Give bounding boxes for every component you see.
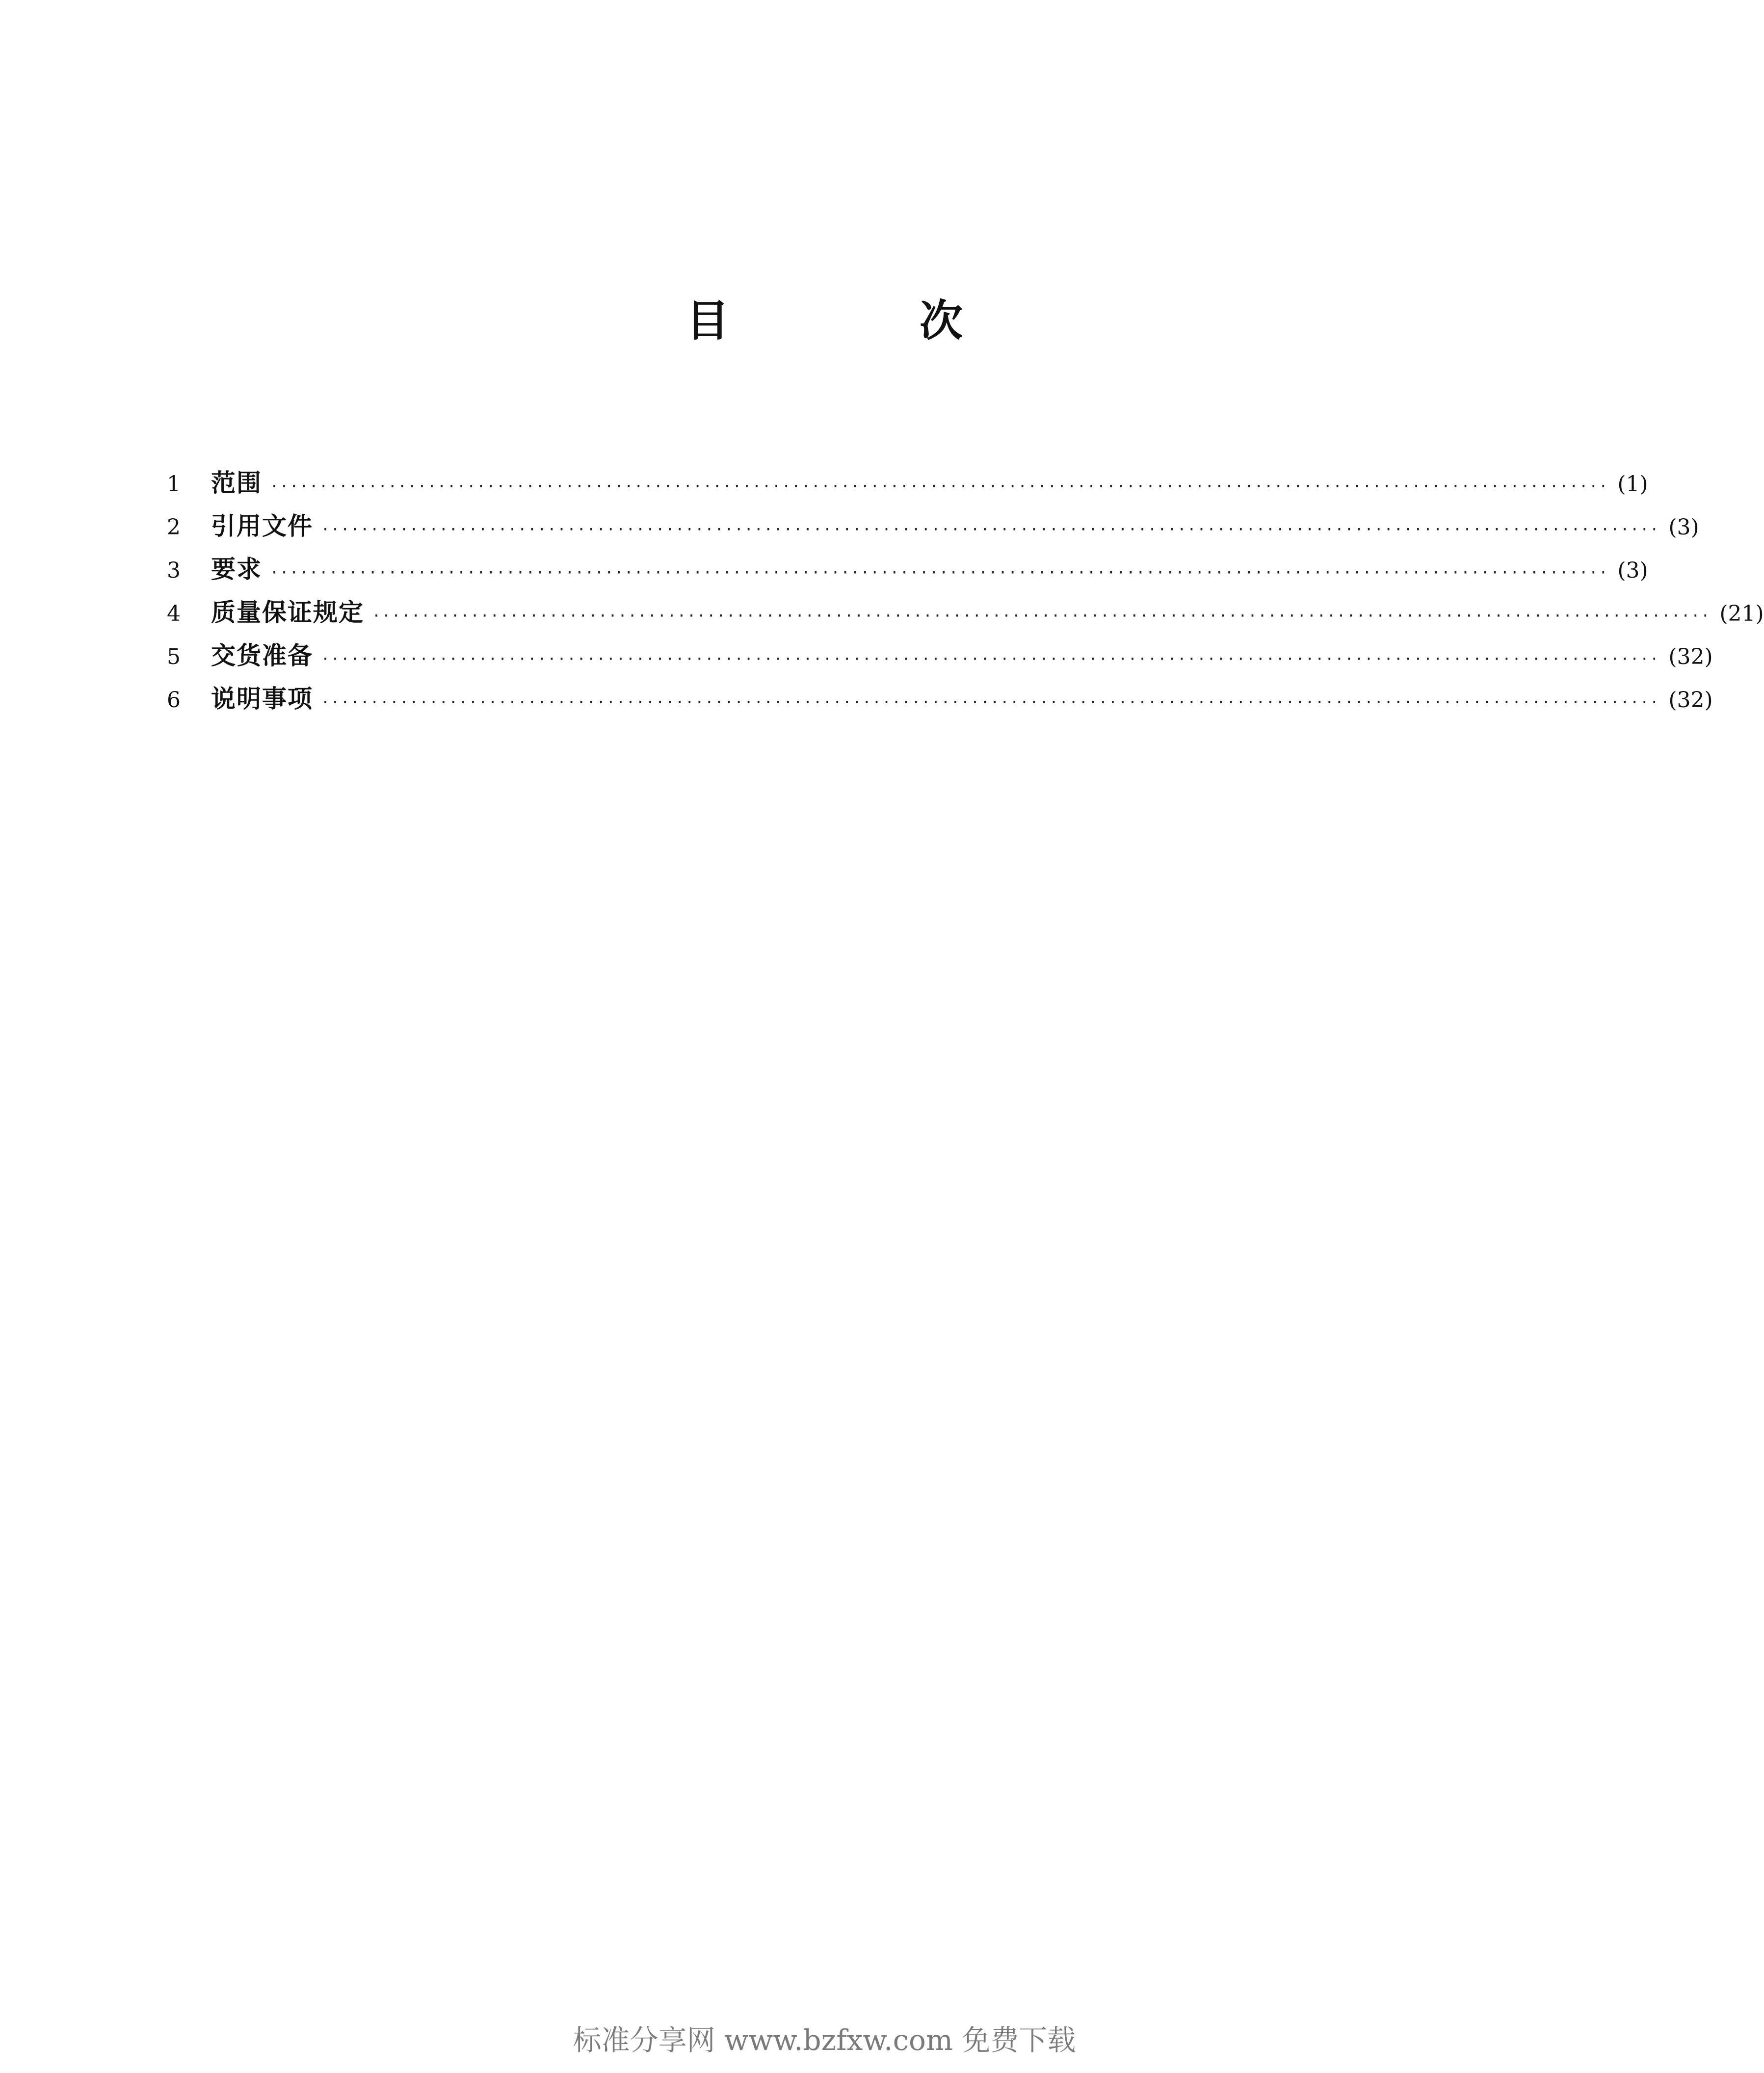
dot-leader: ········································································································································ [321, 651, 1660, 668]
toc-entry-title: 要求 [211, 555, 262, 584]
dot-leader: ········································································································································ [270, 564, 1609, 582]
toc-entry-page: (32) [1668, 688, 1713, 713]
toc-entry-number: 6 [167, 688, 181, 713]
toc-entry-page: (3) [1617, 558, 1648, 583]
toc-entry-title: 引用文件 [211, 512, 313, 540]
toc-entry-page: (32) [1668, 644, 1713, 669]
toc-entry[interactable] [167, 677, 1713, 720]
toc-entry-number: 5 [167, 644, 181, 669]
page-title: 目 次 [685, 295, 1036, 346]
watermark-footer: 标准分享网 www.bzfxw.com 免费下载 [573, 2023, 1076, 2057]
toc-entry[interactable] [167, 461, 1648, 505]
dot-leader: ········································································································································ [321, 694, 1660, 711]
toc-entry-number: 2 [167, 515, 181, 540]
toc-entry-page: (21) [1719, 601, 1764, 626]
toc-entry-page: (1) [1617, 472, 1648, 497]
toc-entry-title: 交货准备 [211, 641, 313, 670]
dot-leader: ········································································································································ [321, 521, 1660, 538]
toc-entry[interactable] [167, 548, 1648, 591]
toc-entry-title: 说明事项 [211, 685, 313, 713]
toc-entry-title: 质量保证规定 [211, 598, 364, 627]
toc-entry-title: 范围 [211, 469, 262, 497]
toc-entry-number: 1 [167, 472, 181, 497]
table-of-contents [167, 461, 1764, 720]
toc-entry[interactable] [167, 591, 1764, 634]
toc-entry-page: (3) [1668, 515, 1699, 540]
dot-leader: ········································································································································ [270, 478, 1609, 495]
toc-entry-number: 4 [167, 601, 181, 626]
toc-entry[interactable] [167, 634, 1713, 677]
dot-leader: ········································································································································ [372, 608, 1711, 625]
toc-entry-number: 3 [167, 558, 181, 583]
toc-entry[interactable] [167, 505, 1699, 548]
